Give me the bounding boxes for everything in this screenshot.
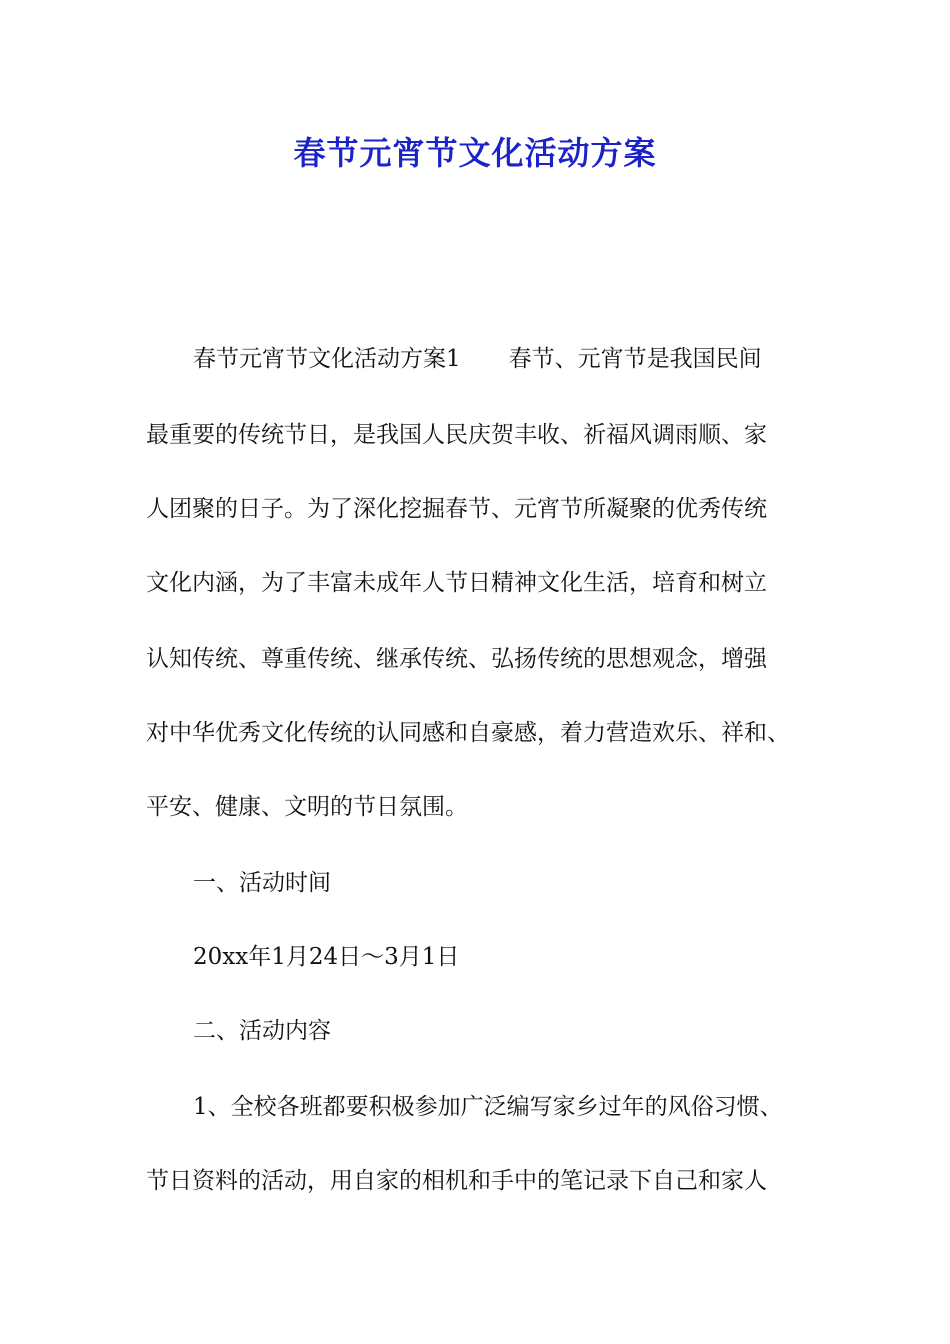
paragraph1-line-6: 对中华优秀文化传统的认同感和自豪感，着力营造欢乐、祥和、: [146, 720, 790, 746]
section1-text: 20xx年1月24日～3月1日: [193, 944, 460, 970]
intro-line: [193, 344, 893, 374]
intro-heading: 春节元宵节文化活动方案1: [193, 346, 461, 372]
document-title: 春节元宵节文化活动方案: [293, 134, 657, 172]
section1-heading: 一、活动时间: [193, 870, 331, 896]
paragraph1-line-2: 最重要的传统节日，是我国人民庆贺丰收、祈福风调雨顺、家: [146, 422, 767, 448]
paragraph1-line-5: 认知传统、尊重传统、继承传统、弘扬传统的思想观念，增强: [146, 646, 767, 672]
paragraph1-line-3: 人团聚的日子。为了深化挖掘春节、元宵节所凝聚的优秀传统: [146, 496, 767, 522]
item1-line-2: 节日资料的活动，用自家的相机和手中的笔记录下自己和家人: [146, 1168, 767, 1194]
paragraph1-line-1: 春节、元宵节是我国民间: [508, 346, 762, 372]
section2-heading: 二、活动内容: [193, 1018, 331, 1044]
paragraph1-line-4: 文化内涵，为了丰富未成年人节日精神文化生活，培育和树立: [146, 570, 767, 596]
paragraph1-line-7: 平安、健康、文明的节日氛围。: [146, 794, 468, 820]
item1-line-1: 1、全校各班都要积极参加广泛编写家乡过年的风俗习惯、: [193, 1094, 783, 1120]
